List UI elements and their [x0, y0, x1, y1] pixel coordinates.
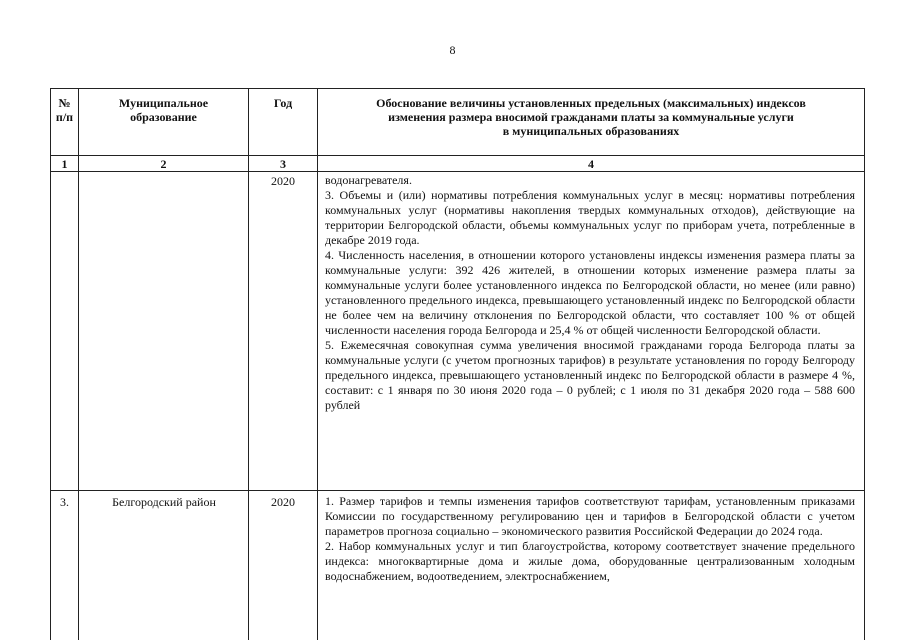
row-year: 2020 [271, 174, 295, 188]
page-number: 8 [449, 43, 456, 57]
header-year: Год [273, 96, 293, 110]
row-justification [325, 494, 855, 584]
paragraph: 5. Ежемесячная совокупная сумма увеличения вносимой гражданами города Белгорода платы за коммунальные услуги (с учетом прогнозных тарифов) в результате установления по городу Белгороду предельного индекса, превышающего установленный индекс по Белгородской области в размере 4 %, составит: с 1 января по 30 июня 2020 года – 0 рублей; с 1 июля по 31 декабря 2020 года – 588 600 рублей [325, 338, 855, 412]
header-justification: Обоснование величины установленных предельных (максимальных) индексов изменения размера вносимой гражданами платы за коммунальные услуги в муниципальных образованиях [376, 96, 806, 138]
row-municipality: Белгородский район [112, 495, 216, 509]
row-number: 3. [60, 495, 69, 509]
column-number-2: 2 [160, 157, 167, 171]
column-number-3: 3 [280, 157, 286, 171]
row-year: 2020 [271, 495, 295, 509]
table-right-border [864, 88, 865, 640]
paragraph: 1. Размер тарифов и темпы изменения тарифов соответствуют тарифам, установленным приказами Комиссии по государственному регулированию цен и тарифов в Белгородской области с учетом параметров прогноза социально – экономического развития Российской Федерации до 2024 года. [325, 494, 855, 538]
header-municipality: Муниципальное образование [118, 96, 209, 124]
paragraph: 2. Набор коммунальных услуг и тип благоустройства, которому соответствует значение предельного индекса: многоквартирные дома и жилые дома, оборудованные централизованным холодным водоснабжением, водоотведением, электроснабжением, [325, 539, 855, 583]
header-number: № п/п [55, 96, 74, 124]
paragraph: водонагревателя. [325, 173, 412, 187]
paragraph: 4. Численность населения, в отношении которого установлены индексы изменения размера платы за коммунальные услуги: 392 426 жителей, в отношении которых изменение размера платы за коммунальные услуги более установленного индекса по Белгородской области, но менее (или равно) установленного предельного индекса, превышающего установленный индекс по Белгородской области не более чем на величину отклонения по Белгородской области, что составляет 100 % от общей численности населения города Белгорода и 25,4 % от общей численности Белгородской области. [325, 248, 855, 337]
column-number-1: 1 [61, 157, 68, 171]
header-bottom-border [50, 155, 865, 156]
table-top-border [50, 88, 865, 89]
row-separator [50, 490, 865, 491]
row-justification [325, 173, 855, 413]
paragraph: 3. Объемы и (или) нормативы потребления коммунальных услуг в месяц: нормативы потребления коммунальных услуг (нормативы накопления твердых коммунальных отходов), действующие на территории Белгородской области, объемы коммунальных услуг по приборам учета, потребленные в декабре 2019 года. [325, 188, 855, 247]
column-number-4: 4 [588, 157, 594, 171]
